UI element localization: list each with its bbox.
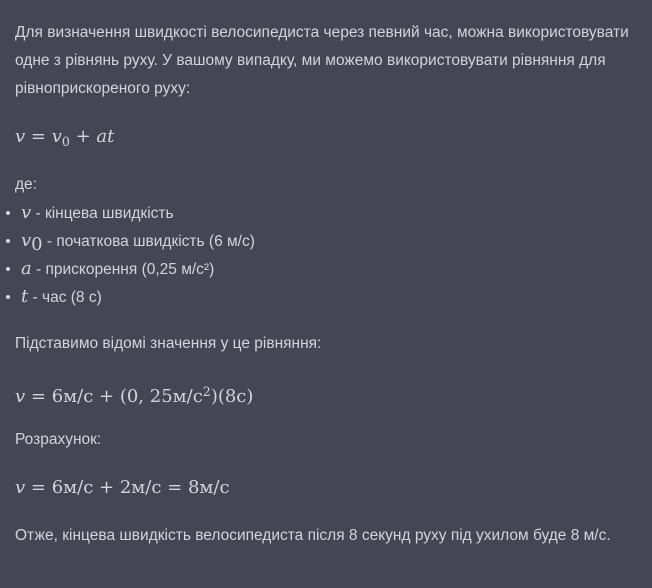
equation-substituted-sup: 2 <box>202 384 211 399</box>
substitute-label: Підставимо відомі значення у це рівняння: <box>15 335 322 352</box>
equation-main-lhs: v <box>15 126 26 147</box>
equation-calculated-lhs: v <box>15 477 26 498</box>
where-label: де: <box>15 176 37 193</box>
conclusion-paragraph: Отже, кінцева швидкість велосипедиста після 8 секунд руху під ухилом буде 8 м/с. <box>15 527 611 544</box>
list-item <box>15 199 636 227</box>
equation-main-plus: + <box>69 126 97 147</box>
definition-symbol: v <box>21 230 32 251</box>
intro-paragraph: Для визначення швидкості велосипедиста через певний час, можна використовувати одне з рівнянь руху. У вашому випадку, ми можемо використовувати рівняння для рівноприскореного руху: <box>15 24 629 97</box>
equation-substituted-tail: )(8с) <box>210 386 254 407</box>
definition-symbol: v <box>21 202 32 223</box>
definition-text: - час (8 с) <box>28 289 102 306</box>
equation-substituted <box>15 378 636 406</box>
definition-text: - прискорення (0,25 м/с²) <box>31 261 215 278</box>
calc-label: Розрахунок: <box>15 431 102 448</box>
equation-substituted-body: = 6м/с + (0, 25м/с <box>25 386 203 407</box>
equation-main-equals: = <box>25 126 52 147</box>
definition-symbol-sub: 0 <box>31 234 43 255</box>
list-item <box>15 283 636 311</box>
definition-symbol: a <box>21 258 32 279</box>
equation-substituted-lhs: v <box>15 386 26 407</box>
definition-symbol: t <box>21 286 29 307</box>
equation-main-v0: v <box>51 126 62 147</box>
equation-main-v0-sub: 0 <box>61 134 70 149</box>
equation-calculated-body: = 6м/с + 2м/с = 8м/с <box>25 477 230 498</box>
equation-main <box>15 123 636 151</box>
definitions-list <box>15 199 636 311</box>
equation-main-at: at <box>96 126 115 147</box>
list-item <box>15 255 636 283</box>
definition-text: - початкова швидкість (6 м/с) <box>42 233 255 250</box>
definition-text: - кінцева швидкість <box>31 205 174 222</box>
equation-calculated <box>15 474 636 502</box>
list-item <box>15 227 636 255</box>
